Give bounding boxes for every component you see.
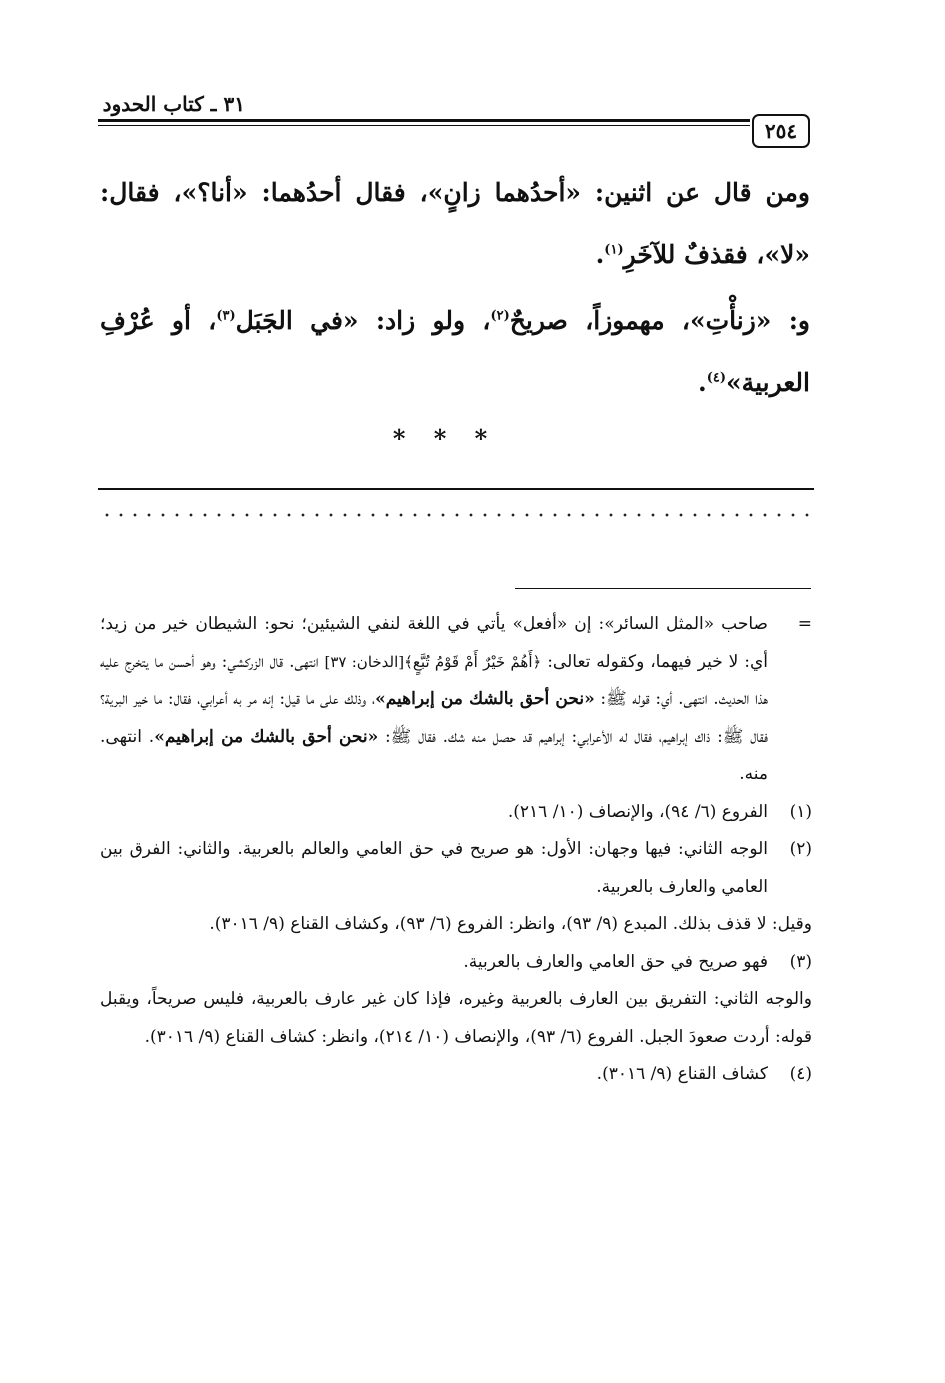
text-segment: صاحب «المثل السائر»: إن «أفعل» يأتي في اللغة لنفي الشيئين؛ نحو: الشيطان خير من زيد؛ أي: لا خير فيهما، وكقوله تعالى: xyxy=(100,614,768,672)
footnote-4 xyxy=(100,1056,812,1094)
footnote-ref-2: (٢) xyxy=(490,308,510,324)
footnotes xyxy=(100,606,812,1094)
footnote-1 xyxy=(100,794,812,832)
footnote-2-continuation: وقيل: لا قذف بذلك. المبدع (٩/ ٩٣)، وانظر: الفروع (٦/ ٩٣)، وكشاف القناع (٩/ ٣٠١٦). xyxy=(209,914,812,934)
paragraph-2 xyxy=(100,290,810,414)
dotted-divider xyxy=(100,512,812,518)
footnote-text: فهو صريح في حق العامي والعارف بالعربية. xyxy=(463,951,768,972)
paragraph-2-text-a: و: «زنأْتِ»، مهموزاً، صريحٌ xyxy=(509,306,811,335)
footnote-text: الفروع (٦/ ٩٤)، والإنصاف (١٠/ ٢١٦). xyxy=(507,801,768,822)
footnote-continuation xyxy=(100,606,812,794)
footnote-3-continuation: والوجه الثاني: التفريق بين العارف بالعربية وغيره، فإذا كان غير عارف بالعربية، فليس صريحاً، ويقبل قوله: أردت صعودَ الجبل. الفروع (٦/ ٩٣)، والإنصاف (١٠/ ٢١٤)، وانظر: كشاف القناع (٩/ ٣٠١٦). xyxy=(100,989,812,1047)
paragraph-2-text-b: ، ولو زاد: «في الجَبَل xyxy=(235,306,491,335)
footnote-rule xyxy=(515,588,811,589)
footnote-number: (٣) xyxy=(789,951,812,972)
paragraph-2-text-c: ، أو عُرْفِ العربية» xyxy=(100,306,810,397)
hadith-quote: «نحن أحق بالشك من إبراهيم» xyxy=(154,726,379,747)
footnote-2 xyxy=(100,831,812,906)
text-segment: . انتهى. منه. xyxy=(100,726,768,784)
header-rule xyxy=(98,119,750,122)
footnote-ref-4: (٤) xyxy=(706,370,727,386)
main-text xyxy=(100,162,810,418)
chapter-title: ٣١ ـ كتاب الحدود xyxy=(102,92,245,116)
header-rule-thin xyxy=(98,125,750,126)
footnote-ref-3: (٣) xyxy=(216,308,236,324)
footnote-continuation-text xyxy=(100,606,768,794)
footnote-number: (١) xyxy=(789,801,812,822)
continuation-marker: = xyxy=(797,614,812,634)
section-separator: * * * xyxy=(392,424,498,453)
text-segment: انتهى. قال الزركشي: وهو أحسن ما يتخرج عليه هذا الحديث. انتهى. أي: قوله ﷺ: xyxy=(100,651,768,709)
divider-line xyxy=(98,488,814,490)
page-number: ٢٥٤ xyxy=(752,114,810,148)
period: . xyxy=(595,240,605,269)
quran-verse: ﴿أَهُمْ خَيْرٌ أَمْ قَوْمُ تُبَّعٍ﴾ xyxy=(404,652,542,671)
footnote-text: الوجه الثاني: فيها وجهان: الأول: هو صريح في حق العامي والعالم بالعربية. والثاني: الفرق بين العامي والعارف بالعربية. xyxy=(100,839,768,897)
paragraph-1 xyxy=(100,162,810,286)
paragraph-1-text: ومن قال عن اثنين: «أحدُهما زانٍ»، فقال أحدُهما: «أنا؟»، فقال: «لا»، فقذفٌ للآخَرِ xyxy=(100,178,810,269)
footnote-3 xyxy=(100,944,812,982)
footnote-number: (٤) xyxy=(789,1064,812,1084)
text-segment: ، وذلك على ما قيل: إنه مر به أعرابي، فقال: ما خير البرية؟ فقال ﷺ: ذاك إبراهيم، فقال له الأعرابي: إبراهيم قد حصل منه شك. فقال ﷺ: xyxy=(100,689,768,747)
footnote-number: (٢) xyxy=(789,839,812,859)
hadith-quote: «نحن أحق بالشك من إبراهيم» xyxy=(375,689,595,709)
period: . xyxy=(698,368,707,397)
footnote-text: كشاف القناع (٩/ ٣٠١٦). xyxy=(596,1064,768,1084)
quran-reference: [الدخان: ٣٧] xyxy=(324,652,405,671)
footnote-ref-1: (١) xyxy=(604,242,624,258)
